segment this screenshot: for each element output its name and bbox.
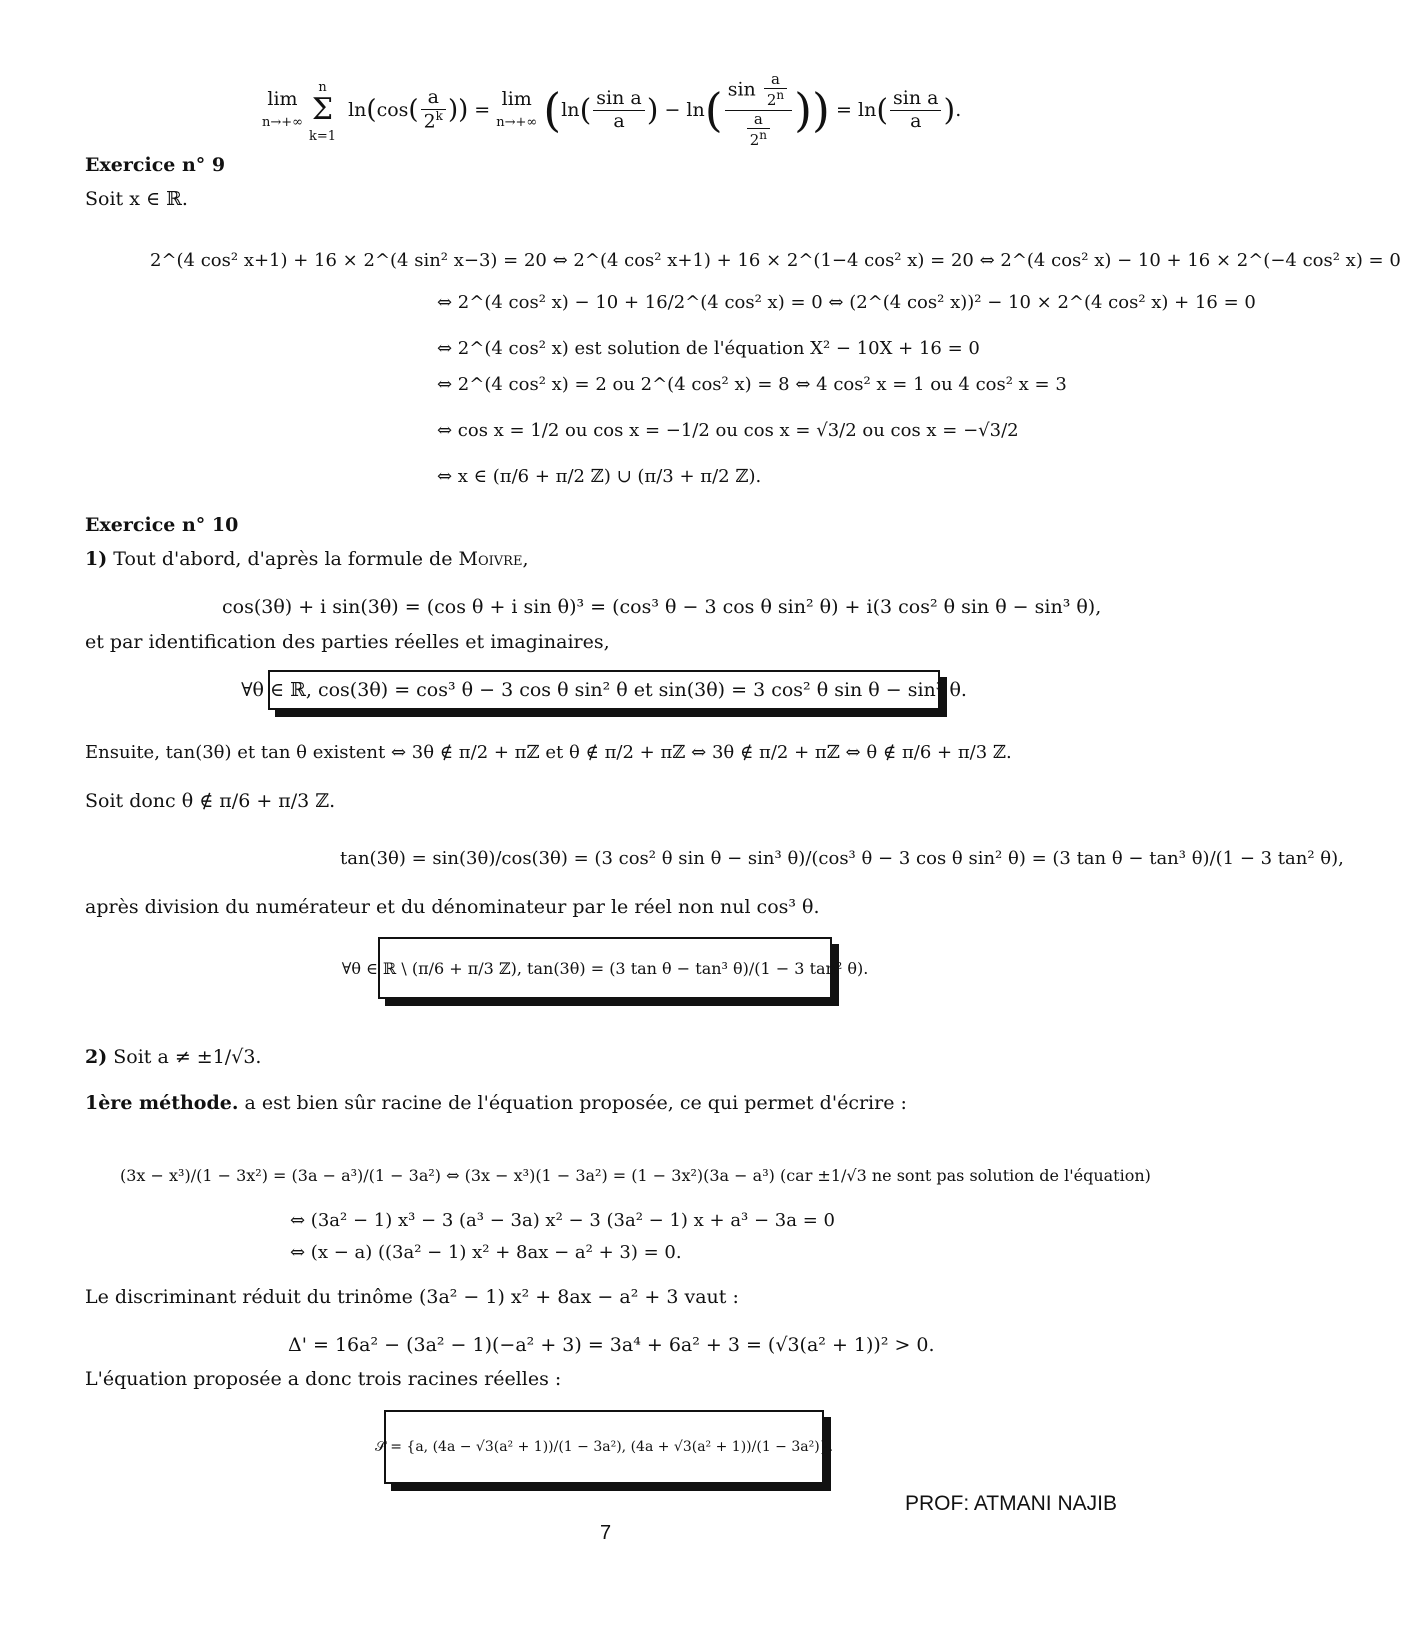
ex9-line-2: ⇔ 2^(4 cos² x) − 10 + 16/2^(4 cos² x) = 0 ⇔ (2^(4 cos² x))² − 10 × 2^(4 cos² x) + 16 = 0: [437, 292, 1256, 313]
moivre-equation: cos(3θ) + i sin(3θ) = (cos θ + i sin θ)³ = (cos³ θ − 3 cos θ sin² θ) + i(3 cos² θ sin θ − sin³ θ),: [222, 596, 1102, 618]
ex10-title: Exercice n° 10: [85, 514, 239, 536]
author-name: PROF: ATMANI NAJIB: [905, 1492, 1117, 1515]
ex10-p1: 1) Tout d'abord, d'après la formule de Moivre,: [85, 548, 529, 570]
system-line-3: ⇔ (x − a) ((3a² − 1) x² + 8ax − a² + 3) = 0.: [290, 1242, 682, 1263]
method-line: [85, 1092, 907, 1114]
ex9-title: Exercice n° 9: [85, 154, 226, 176]
ex10-p2: [85, 1046, 261, 1068]
ex10-p1-text: Tout d'abord, d'après la formule de: [113, 548, 453, 570]
method-label: 1ère méthode.: [85, 1092, 239, 1114]
ex10-p1-prefix: 1): [85, 548, 108, 570]
page-number: 7: [600, 1522, 612, 1544]
box1-text: ∀θ ∈ ℝ, cos(3θ) = cos³ θ − 3 cos θ sin² θ et sin(3θ) = 3 cos² θ sin θ − sin³ θ.: [241, 679, 967, 701]
ex9-line-4: ⇔ 2^(4 cos² x) = 2 ou 2^(4 cos² x) = 8 ⇔ 4 cos² x = 1 ou 4 cos² x = 3: [437, 374, 1067, 395]
box3-text: 𝒮 = {a, (4a − √3(a² + 1))/(1 − 3a²), (4a + √3(a² + 1))/(1 − 3a²)}.: [374, 1439, 834, 1455]
method-text: a est bien sûr racine de l'équation proposée, ce qui permet d'écrire :: [244, 1092, 907, 1114]
moivre-name: Moivre: [458, 548, 523, 570]
ex9-line-1: 2^(4 cos² x+1) + 16 × 2^(4 sin² x−3) = 20 ⇔ 2^(4 cos² x+1) + 16 × 2^(1−4 cos² x) = 20 ⇔ 2^(4 cos² x) − 10 + 16 × 2^(−4 cos² x) = 0: [150, 250, 1401, 271]
delta-equation: Δ' = 16a² − (3a² − 1)(−a² + 3) = 3a⁴ + 6a² + 3 = (√3(a² + 1))² > 0.: [288, 1334, 935, 1356]
ex9-line-5: ⇔ cos x = 1/2 ou cos x = −1/2 ou cos x = √3/2 ou cos x = −√3/2: [437, 420, 1019, 441]
box2-text: ∀θ ∈ ℝ \ (π/6 + π/3 ℤ), tan(3θ) = (3 tan θ − tan³ θ)/(1 − 3 tan² θ).: [341, 958, 869, 978]
system-line-2: ⇔ (3a² − 1) x³ − 3 (a³ − 3a) x² − 3 (3a² − 1) x + a³ − 3a = 0: [290, 1210, 835, 1231]
three-roots-text: L'équation proposée a donc trois racines réelles :: [85, 1368, 562, 1390]
discriminant-text: Le discriminant réduit du trinôme (3a² − 1) x² + 8ax − a² + 3 vaut :: [85, 1286, 739, 1308]
ex10-p2-text: Soit a ≠ ±1/√3.: [113, 1046, 262, 1068]
ex9-line-3: ⇔ 2^(4 cos² x) est solution de l'équation X² − 10X + 16 = 0: [437, 338, 980, 359]
top-limit-equation: lim n→+∞ n Σ k=1 ln ( cos ( $\frac{a}{2^k}$ )) = lim n→+∞ ( ln ( $\frac{\text{sin a}}{a}$ ) − ln ( sin $\frac{a}{2^n}$ $\frac{a}{2^n}$ )) = ln ( $\frac{\text{sin a}}{a}$ ) .: [262, 70, 962, 149]
identification-text: et par identification des parties réelles et imaginaires,: [85, 631, 610, 653]
result-box-cos-sin: [241, 670, 967, 710]
solution-set-box: [374, 1410, 834, 1484]
system-line-1: (3x − x³)/(1 − 3x²) = (3a − a³)/(1 − 3a²) ⇔ (3x − x³)(1 − 3a²) = (1 − 3x²)(3a − a³) (car ±1/√3 ne sont pas solution de l'équation): [120, 1166, 1151, 1185]
result-box-tan: [341, 937, 869, 999]
soit-donc-text: Soit donc θ ∉ π/6 + π/3 ℤ.: [85, 790, 336, 812]
tan-equation: tan(3θ) = sin(3θ)/cos(3θ) = (3 cos² θ sin θ − sin³ θ)/(cos³ θ − 3 cos θ sin² θ) = (3 tan θ − tan³ θ)/(1 − 3 tan² θ),: [340, 848, 1344, 869]
ex9-line-6: ⇔ x ∈ (π/6 + π/2 ℤ) ∪ (π/3 + π/2 ℤ).: [437, 466, 762, 487]
ex10-p2-prefix: 2): [85, 1046, 108, 1068]
ex9-intro: Soit x ∈ ℝ.: [85, 188, 188, 210]
ensuite-text: Ensuite, tan(3θ) et tan θ existent ⇔ 3θ ∉ π/2 + πℤ et θ ∉ π/2 + πℤ ⇔ 3θ ∉ π/2 + πℤ ⇔ θ ∉ π/6 + π/3 ℤ.: [85, 742, 1012, 763]
apres-text: après division du numérateur et du dénominateur par le réel non nul cos³ θ.: [85, 896, 820, 918]
